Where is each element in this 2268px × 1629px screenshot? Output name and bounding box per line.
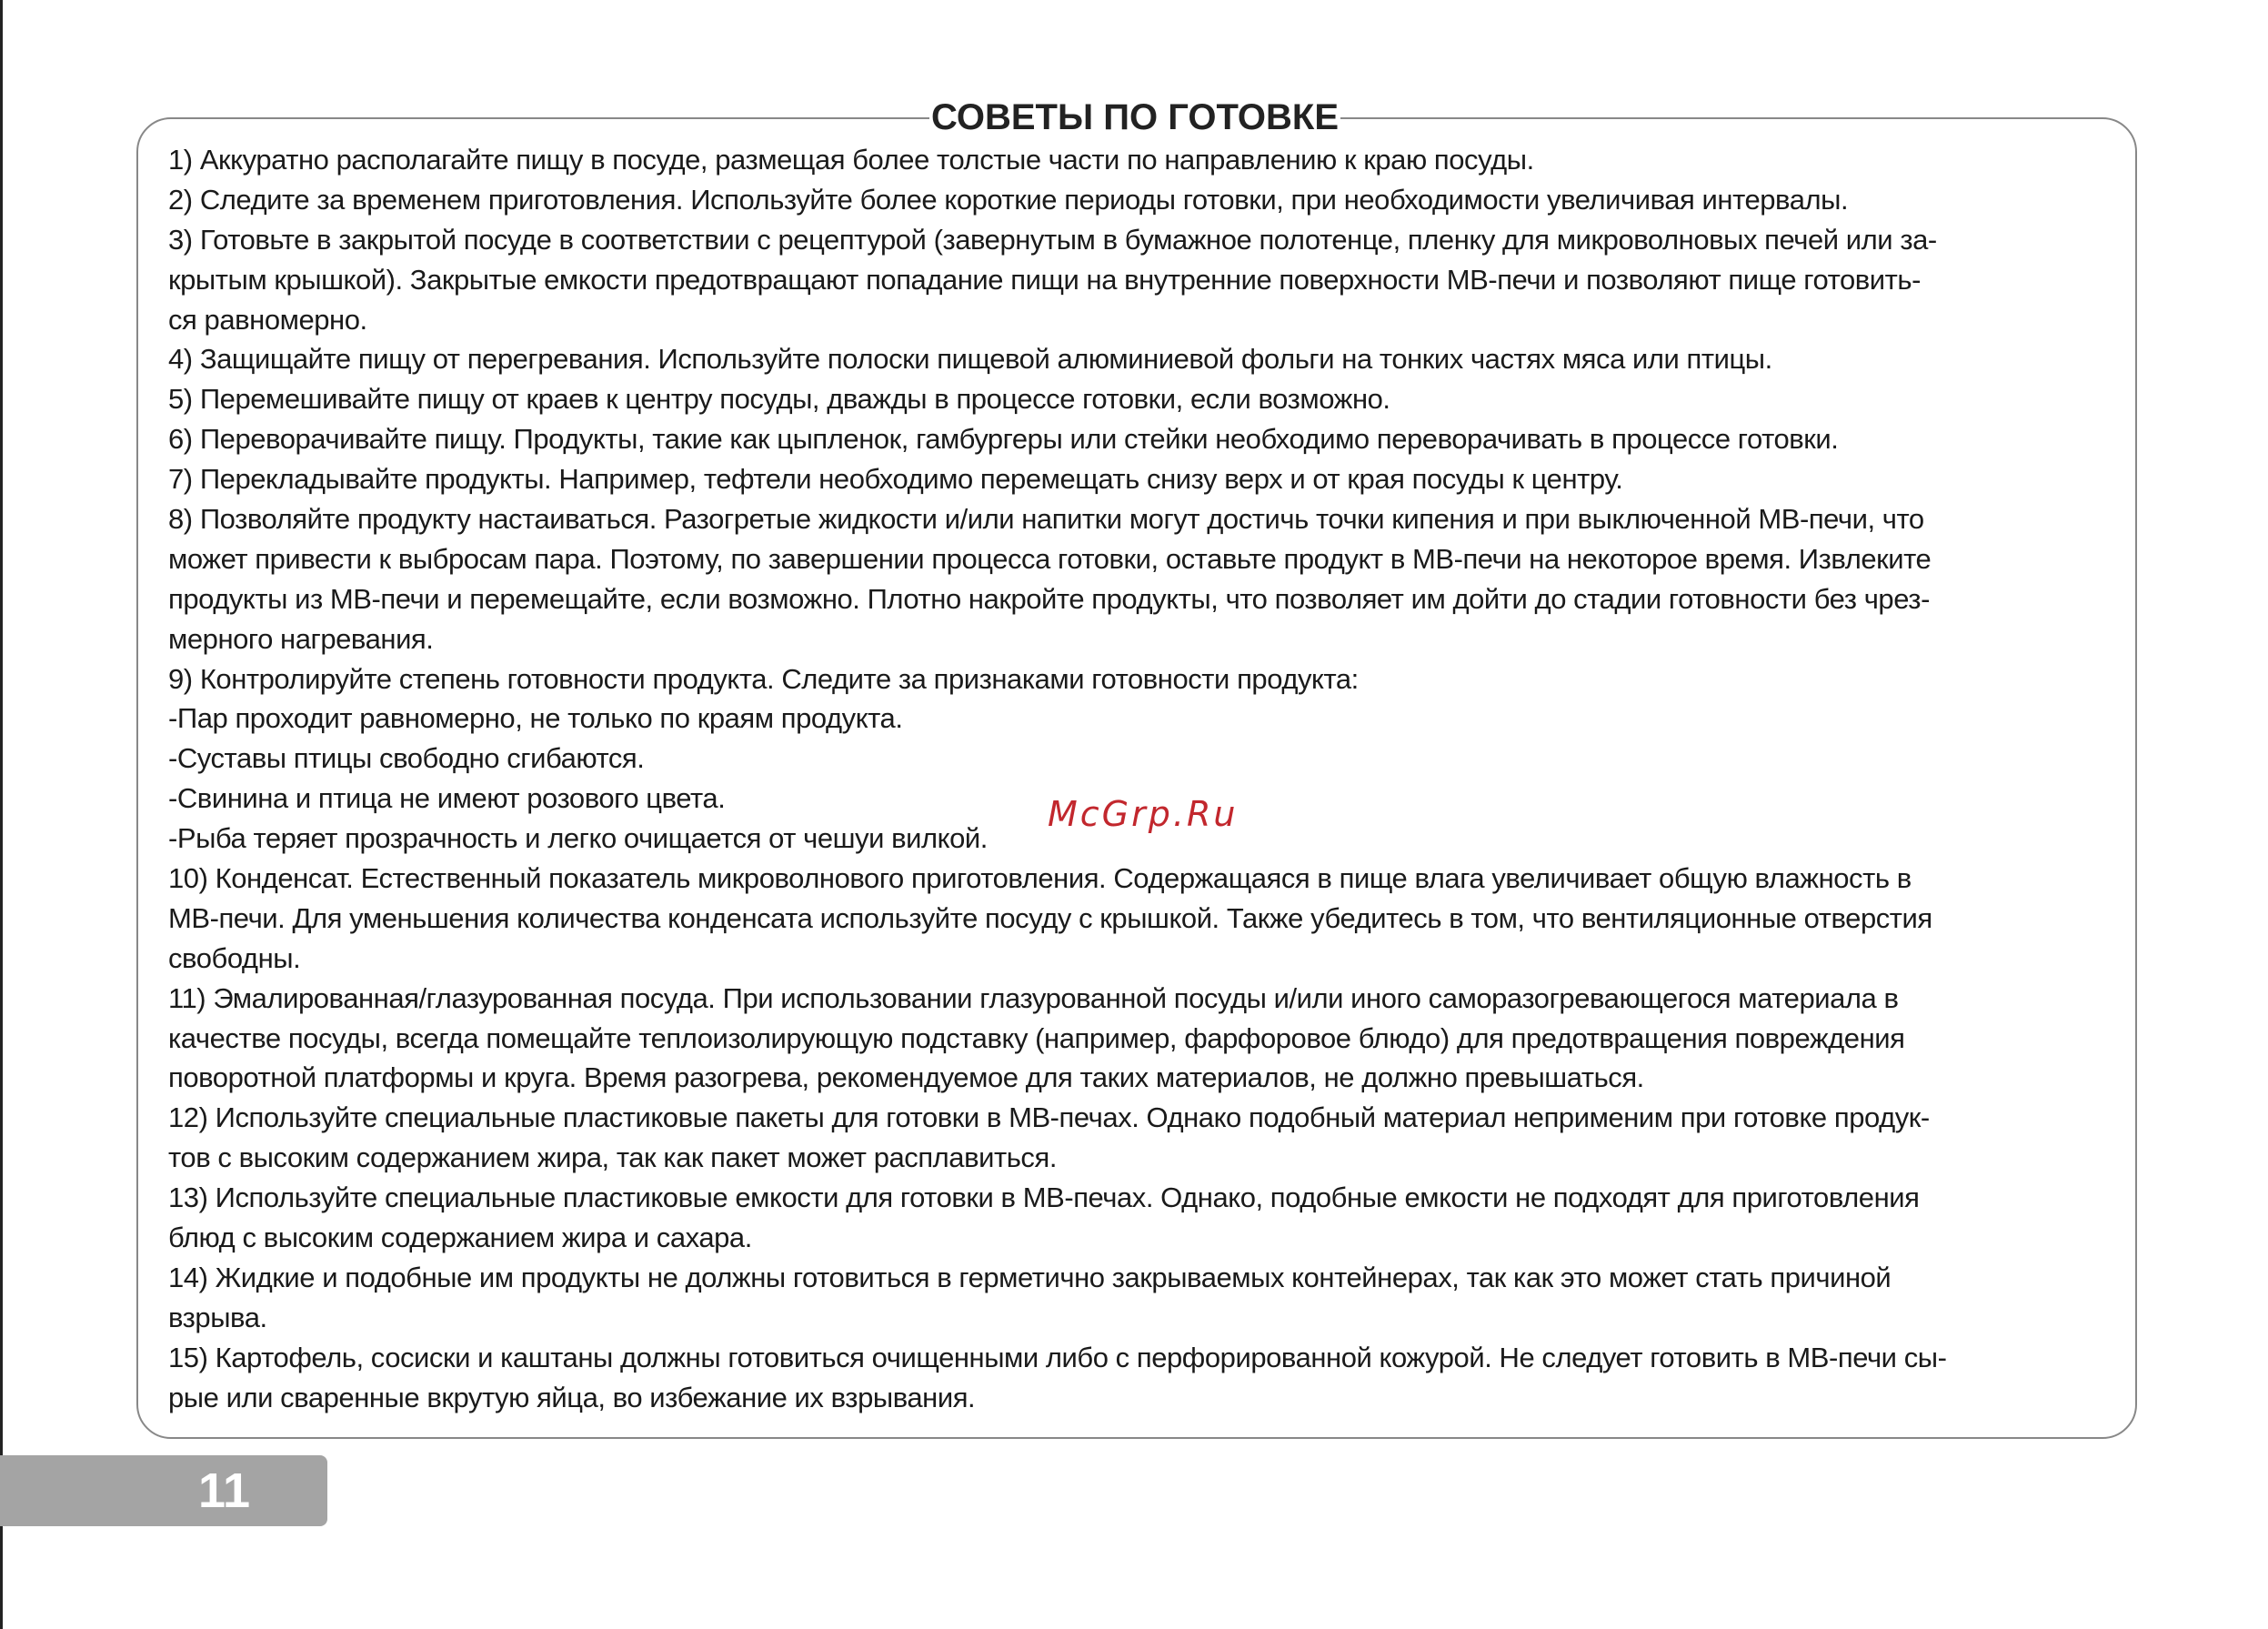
tip-line: 9) Контролируйте степень готовности продукта. Следите за признаками готовности продукта:: [168, 662, 1359, 695]
tip-line: ся равномерно.: [168, 303, 367, 336]
tip-line: качестве посуды, всегда помещайте теплоизолирующую подставку (например, фарфоровое блюдо) для предотвращения повреждения: [168, 1021, 1905, 1054]
tip-line: 6) Переворачивайте пищу. Продукты, такие как цыпленок, гамбургеры или стейки необходимо переворачивать в процессе готовки.: [168, 423, 1839, 456]
tip-line: поворотной платформы и круга. Время разогрева, рекомендуемое для таких материалов, не должно превышаться.: [168, 1061, 1644, 1094]
tip-line: -Суставы птицы свободно сгибаются.: [168, 742, 645, 775]
tip-line: -Пар проходит равномерно, не только по краям продукта.: [168, 702, 903, 735]
tip-line: продукты из МВ-печи и перемещайте, если возможно. Плотно накройте продукты, что позволяет им дойти до стадии готовности без чрез-: [168, 582, 1930, 615]
tip-line: рые или сваренные вкрутую яйца, во избежание их взрывания.: [168, 1381, 976, 1413]
tip-line: 7) Перекладывайте продукты. Например, тефтели необходимо перемещать снизу верх и от края посуды к центру.: [168, 463, 1623, 496]
tip-line: 2) Следите за временем приготовления. Используйте более короткие периоды готовки, при необходимости увеличивая интервалы.: [168, 183, 1849, 216]
watermark: McGrp.Ru: [1048, 794, 1239, 834]
tip-line: 1) Аккуратно располагайте пищу в посуде, размещая более толстые части по направлению к краю посуды.: [168, 144, 1534, 176]
page-number: 11: [198, 1463, 251, 1518]
tip-line: 10) Конденсат. Естественный показатель микроволнового приготовления. Содержащаяся в пище влага увеличивает общую влажность в: [168, 862, 1912, 895]
tip-line: тов с высоким содержанием жира, так как пакет может расплавиться.: [168, 1141, 1057, 1174]
page-number-tab: [0, 1455, 327, 1526]
tip-line: 3) Готовьте в закрытой посуде в соответствии с рецептурой (завернутым в бумажное полотенце, пленку для микроволновых печей или за-: [168, 223, 1937, 256]
tip-line: 5) Перемешивайте пищу от краев к центру посуды, дважды в процессе готовки, если возможно.: [168, 383, 1390, 416]
tip-line: 4) Защищайте пищу от перегревания. Используйте полоски пищевой алюминиевой фольги на тонких частях мяса или птицы.: [168, 343, 1772, 376]
tip-line: -Рыба теряет прозрачность и легко очищается от чешуи вилкой.: [168, 822, 988, 855]
tip-line: -Свинина и птица не имеют розового цвета.: [168, 782, 726, 815]
tip-line: может привести к выбросам пара. Поэтому, по завершении процесса готовки, оставьте продукт в МВ-печи на некоторое время. Извлеките: [168, 542, 1932, 575]
tip-line: крытым крышкой). Закрытые емкости предотвращают попадание пищи на внутренние поверхности МВ-печи и позволяют пище готовить-: [168, 263, 1921, 296]
tip-line: МВ-печи. Для уменьшения количества конденсата используйте посуду с крышкой. Также убедитесь в том, что вентиляционные отверстия: [168, 901, 1932, 934]
tip-line: мерного нагревания.: [168, 622, 434, 655]
tip-line: 8) Позволяйте продукту настаиваться. Разогретые жидкости и/или напитки могут достичь точки кипения и при выключенной МВ-печи, что: [168, 503, 1924, 536]
section-title: СОВЕТЫ ПО ГОТОВКЕ: [929, 89, 1340, 146]
page-edge: [0, 0, 3, 1629]
tip-line: 15) Картофель, сосиски и каштаны должны готовиться очищенными либо с перфорированной кожурой. Не следует готовить в МВ-печи сы-: [168, 1341, 1947, 1373]
tip-line: 12) Используйте специальные пластиковые пакеты для готовки в МВ-печах. Однако подобный материал неприменим при готовке продук-: [168, 1101, 1930, 1134]
tip-line: 14) Жидкие и подобные им продукты не должны готовиться в герметично закрываемых контейнерах, так как это может стать причиной: [168, 1261, 1892, 1293]
tips-list: [168, 140, 2110, 1418]
tip-line: 13) Используйте специальные пластиковые емкости для готовки в МВ-печах. Однако, подобные емкости не подходят для приготовления: [168, 1182, 1920, 1214]
tip-line: блюд с высоким содержанием жира и сахара.: [168, 1222, 752, 1254]
tip-line: свободны.: [168, 941, 301, 974]
tip-line: взрыва.: [168, 1301, 267, 1333]
tip-line: 11) Эмалированная/глазурованная посуда. При использовании глазурованной посуды и/или иного саморазогревающегося материала в: [168, 981, 1899, 1014]
